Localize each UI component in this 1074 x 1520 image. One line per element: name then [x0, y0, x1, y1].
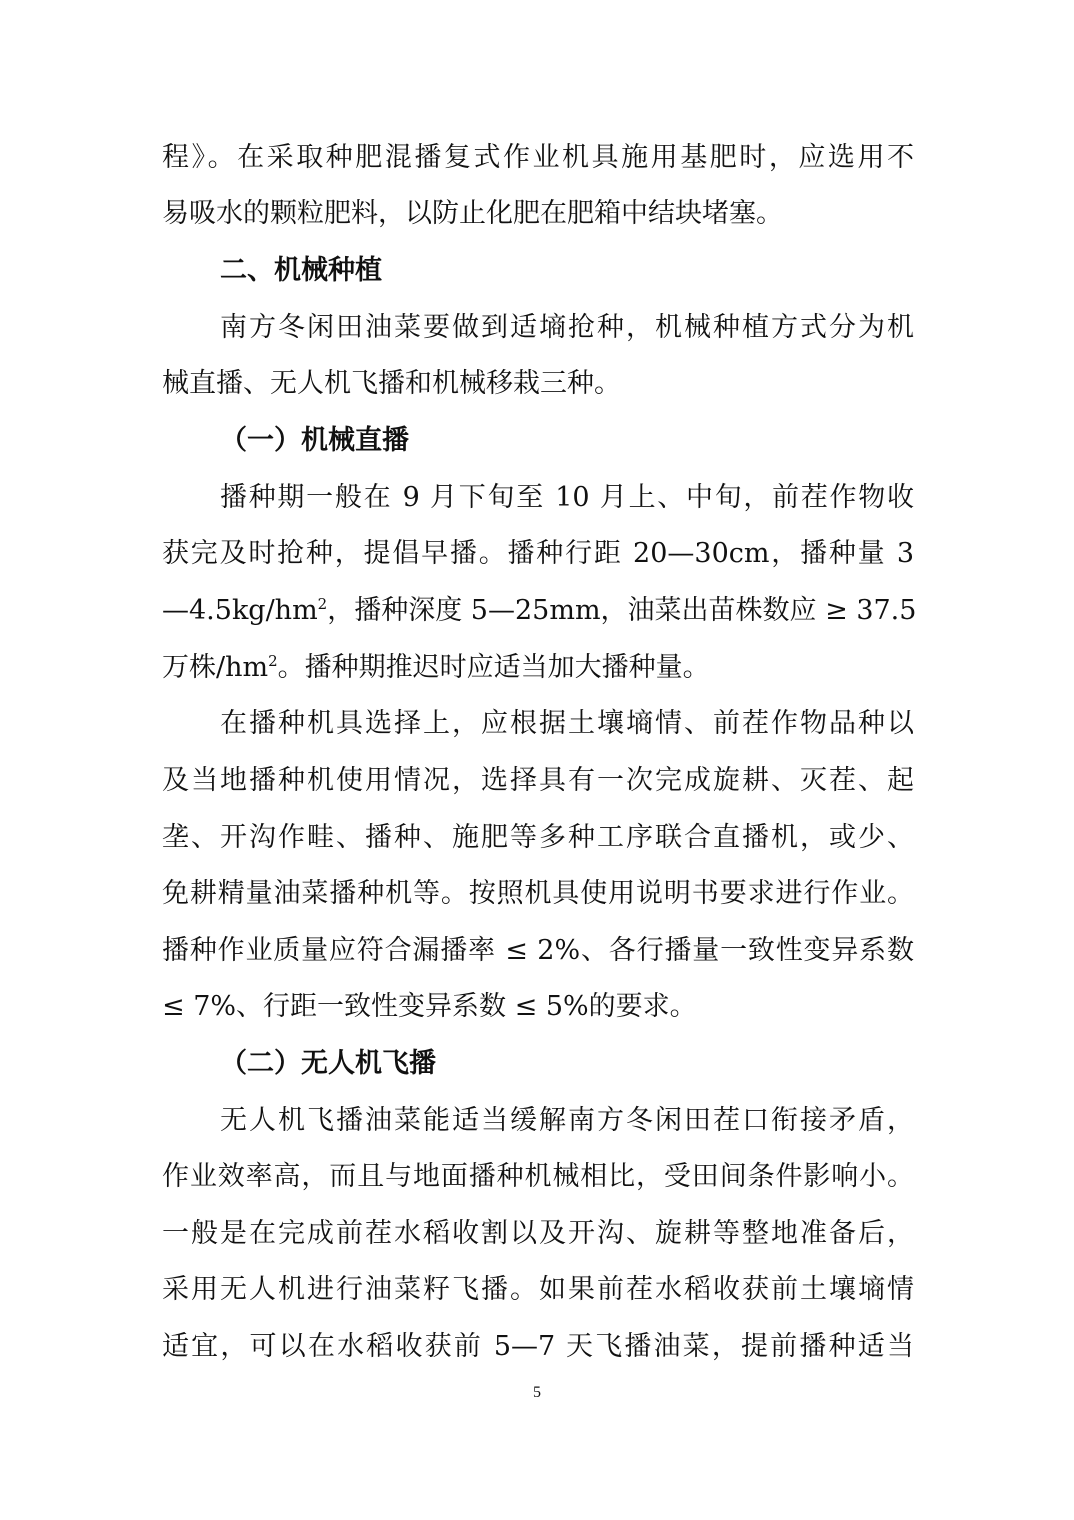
body-line: 适宜，可以在水稻收获前 5—7 天飞播油菜，提前播种适当	[162, 1331, 914, 1362]
body-line: 及当地播种机使用情况，选择具有一次完成旋耕、灭茬、起	[162, 765, 914, 796]
body-line: ≤ 7%、行距一致性变异系数 ≤ 5%的要求。	[162, 991, 697, 1022]
body-line: 采用无人机进行油菜籽飞播。如果前茬水稻收获前土壤墒情	[162, 1274, 914, 1305]
body-line: 南方冬闲田油菜要做到适墒抢种，机械种植方式分为机	[220, 312, 914, 343]
body-line: 垄、开沟作畦、播种、施肥等多种工序联合直播机，或少、	[162, 822, 914, 853]
body-line: 易吸水的颗粒肥料，以防止化肥在肥箱中结块堵塞。	[162, 198, 783, 229]
body-line: 免耕精量油菜播种机等。按照机具使用说明书要求进行作业。	[162, 878, 914, 909]
superscript: 2	[317, 595, 328, 613]
body-line: 在播种机具选择上，应根据土壤墒情、前茬作物品种以	[220, 708, 914, 739]
text-segment: 万株/hm	[162, 652, 269, 683]
body-line	[162, 591, 917, 631]
subsection-heading: （一）机械直播	[220, 425, 409, 456]
text-segment: —4.5kg/hm	[162, 595, 318, 626]
body-line: 播种期一般在 9 月下旬至 10 月上、中旬，前茬作物收	[220, 482, 914, 513]
body-line: 无人机飞播油菜能适当缓解南方冬闲田茬口衔接矛盾，	[220, 1105, 914, 1136]
page-number: 5	[533, 1384, 541, 1401]
body-line	[162, 648, 914, 688]
body-line: 一般是在完成前茬水稻收割以及开沟、旋耕等整地准备后，	[162, 1218, 914, 1249]
section-heading: 二、机械种植	[220, 255, 382, 286]
superscript: 2	[268, 652, 278, 670]
body-line: 获完及时抢种，提倡早播。播种行距 20—30cm，播种量 3	[162, 538, 914, 569]
body-line: 械直播、无人机飞播和机械移栽三种。	[162, 368, 621, 399]
body-line: 播种作业质量应符合漏播率 ≤ 2%、各行播量一致性变异系数	[162, 935, 914, 966]
body-line: 作业效率高，而且与地面播种机械相比，受田间条件影响小。	[162, 1161, 914, 1192]
text-segment: ，播种深度 5—25mm，油菜出苗株数应 ≥ 37.5	[327, 595, 917, 626]
body-line: 程》。在采取种肥混播复式作业机具施用基肥时，应选用不	[162, 142, 914, 173]
text-segment: 。播种期推迟时应适当加大播种量。	[277, 652, 710, 683]
subsection-heading: （二）无人机飞播	[220, 1048, 436, 1079]
